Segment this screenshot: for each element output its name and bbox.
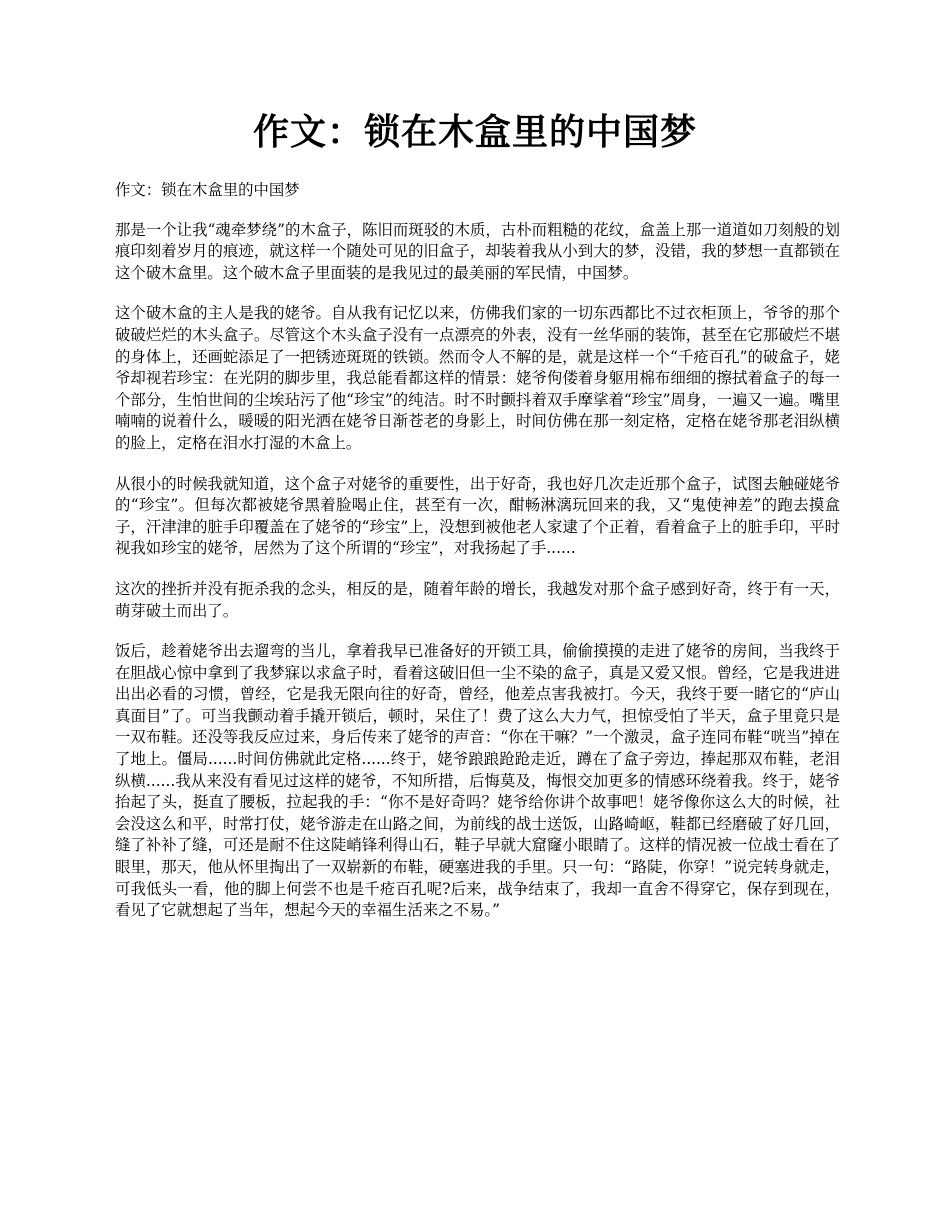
paragraph: 这次的挫折并没有扼杀我的念头，相反的是，随着年龄的增长，我越发对那个盒子感到好奇，终于有一天，萌芽破土而出了。	[115, 579, 840, 620]
paragraph: 那是一个让我“魂牵梦绕”的木盒子，陈旧而斑驳的木质，古朴而粗糙的花纹，盒盖上那一道道如刀刻般的划痕印刻着岁月的痕迹，就这样一个随处可见的旧盒子，却装着我从小到大的梦，没错，我的梦想一直都锁在这个破木盒里。这个破木盒子里面装的是我见过的最美丽的军民情，中国梦。	[115, 220, 840, 282]
paragraph: 从很小的时候我就知道，这个盒子对姥爷的重要性，出于好奇，我也好几次走近那个盒子，试图去触碰姥爷的“珍宝”。但每次都被姥爷黑着脸喝止住，甚至有一次，酣畅淋漓玩回来的我，又“鬼使神差”的跑去摸盒子，汗津津的脏手印覆盖在了姥爷的“珍宝”上，没想到被他老人家逮了个正着，看着盒子上的脏手印，平时视我如珍宝的姥爷，居然为了这个所谓的“珍宝”，对我扬起了手......	[115, 474, 840, 558]
document-subtitle: 作文：锁在木盒里的中国梦	[115, 181, 300, 199]
document-title: 作文：锁在木盒里的中国梦	[252, 111, 697, 153]
document-body	[115, 180, 840, 941]
paragraph: 饭后，趁着姥爷出去遛弯的当儿，拿着我早已准备好的开锁工具，偷偷摸摸的走进了姥爷的房间，当我终于在胆战心惊中拿到了我梦寐以求盒子时，看着这破旧但一尘不染的盒子，真是又爱又恨。曾经，它是我进进出出必看的习惯，曾经，它是我无限向往的好奇，曾经，他差点害我被打。今天，我终于要一睹它的“庐山真面目”了。可当我颤动着手撬开锁后，顿时，呆住了！费了这么大力气，担惊受怕了半天，盒子里竟只是一双布鞋。还没等我反应过来，身后传来了姥爷的声音：“你在干嘛？”一个激灵，盒子连同布鞋“咣当”掉在了地上。僵局......时间仿佛就此定格......终于，姥爷踉踉跄跄走近，蹲在了盒子旁边，捧起那双布鞋，老泪纵横......我从来没有看见过这样的姥爷，不知所措，后悔莫及，悔恨交加更多的情感环绕着我。终于，姥爷抬起了头，挺直了腰板，拉起我的手：“你不是好奇吗？姥爷给你讲个故事吧！姥爷像你这么大的时候，社会没这么和平，时常打仗，姥爷游走在山路之间，为前线的战士送饭，山路崎岖，鞋都已经磨破了好几回，缝了补补了缝，可还是耐不住这陡峭锋利得山石，鞋子早就大窟窿小眼睛了。这样的情况被一位战士看在了眼里，那天，他从怀里掏出了一双崭新的布鞋，硬塞进我的手里。只一句：“路陡，你穿！”说完转身就走，可我低头一看，他的脚上何尝不也是千疮百孔呢?后来，战争结束了，我却一直舍不得穿它，保存到现在，看见了它就想起了当年，想起今天的幸福生活来之不易。”	[115, 642, 840, 920]
paragraph: 这个破木盒的主人是我的姥爷。自从我有记忆以来，仿佛我们家的一切东西都比不过衣柜顶上，爷爷的那个破破烂烂的木头盒子。尽管这个木头盒子没有一点漂亮的外表，没有一丝华丽的装饰，甚至在它那破烂不堪的身体上，还画蛇添足了一把锈迹斑斑的铁锁。然而令人不解的是，就是这样一个“千疮百孔”的破盒子，姥爷却视若珍宝：在光阴的脚步里，我总能看都这样的情景：姥爷佝偻着身躯用棉布细细的擦拭着盒子的每一个部分，生怕世间的尘埃玷污了他“珍宝”的纯洁。时不时颤抖着双手摩挲着“珍宝”周身，一遍又一遍。嘴里喃喃的说着什么，暖暖的阳光洒在姥爷日渐苍老的身影上，时间仿佛在那一刻定格，定格在姥爷那老泪纵横的脸上，定格在泪水打湿的木盒上。	[115, 304, 840, 452]
